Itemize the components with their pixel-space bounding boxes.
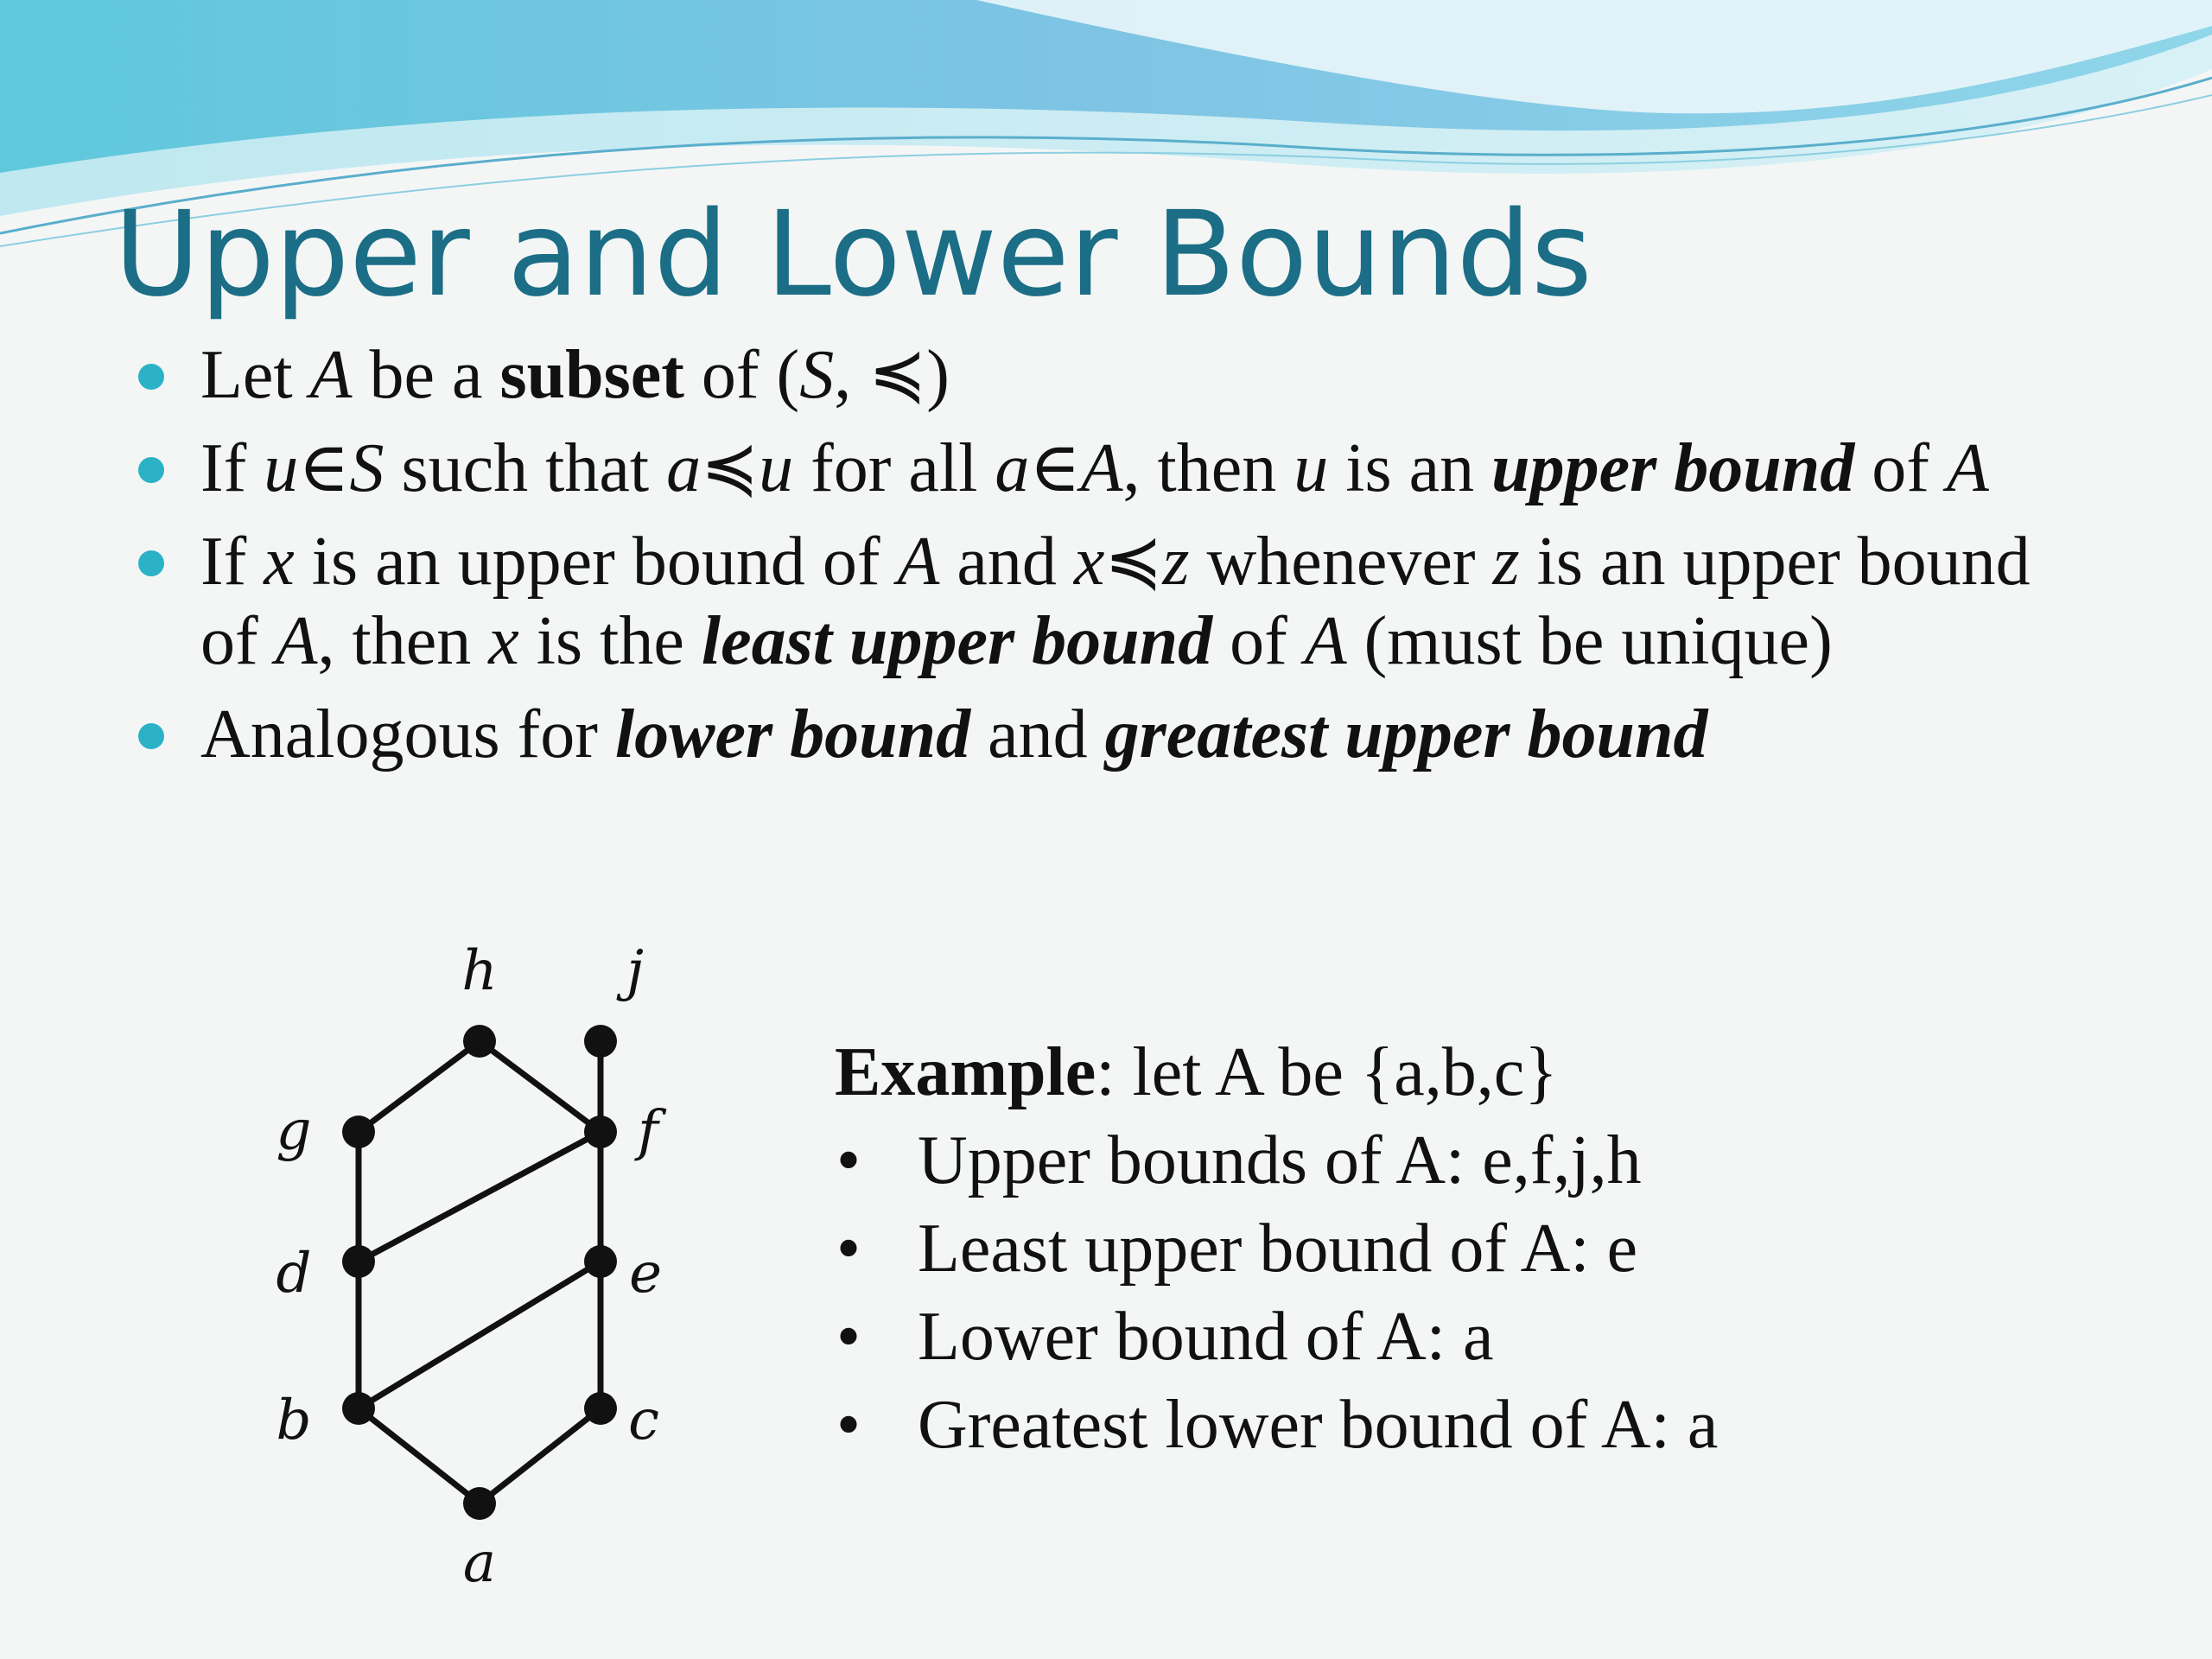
bullet-dot-icon [138,457,164,483]
text: and [939,524,1074,600]
text: of ( [683,337,800,413]
math-symbol: ∈ [298,430,350,506]
edge-f-h [480,1041,601,1132]
list-item [138,429,2065,508]
text: , then [317,603,489,679]
edge-d-f [359,1132,601,1262]
math-symbol: ≼ [701,430,760,506]
edge-a-b [359,1408,480,1503]
page-title: Upper and Lower Bounds [114,187,1592,323]
math-var: a [995,430,1030,506]
example-heading [835,1028,2131,1116]
example-item: Upper bounds of A: e,f,j,h [918,1122,1642,1198]
math-var: x [488,603,519,679]
term-greatest-upper-bound: greatest upper bound [1104,696,1708,772]
bullet-icon: • [836,1299,861,1375]
node-j [584,1025,617,1058]
math-var: A [309,337,353,413]
node-label-j: j [626,942,644,1003]
text: such that [384,430,667,506]
node-label-a: a [462,1531,497,1595]
math-var: u [264,430,299,506]
bullet-icon: • [836,1211,861,1287]
text: If [200,524,264,600]
example-label: Example [835,1034,1096,1110]
bullet-icon: • [836,1122,861,1198]
math-var: u [759,430,794,506]
text: Analogous for [200,696,615,772]
text: of [1854,430,1947,506]
math-var: A [275,603,318,679]
example-box [835,1028,2131,1469]
node-a [463,1487,496,1520]
list-item [835,1381,2131,1469]
math-var: a [666,430,702,506]
bullet-icon: • [836,1387,861,1463]
list-item [138,695,2065,774]
list-item [138,522,2065,681]
edge-a-c [480,1408,601,1503]
math-var: S [799,337,835,413]
definition-list [138,335,2065,788]
example-item: Least upper bound of A: e [918,1211,1638,1287]
text: be a [352,337,500,413]
list-item [835,1116,2131,1205]
term-upper-bound: upper bound [1491,430,1855,506]
bullet-dot-icon [138,364,164,390]
text: whenever [1189,524,1493,600]
node-label-g: g [276,1099,312,1163]
text: (must be unique) [1346,603,1833,679]
text: , then [1122,430,1294,506]
node-label-e: e [629,1242,662,1306]
node-e [584,1245,617,1278]
text: , ≼) [834,337,950,413]
text: is an upper bound of [200,524,2031,679]
term-subset: subset [499,337,684,413]
bullet-dot-icon [138,550,164,576]
math-var: z [1492,524,1520,600]
math-var: x [264,524,295,600]
math-var: z [1162,524,1190,600]
node-b [342,1392,375,1425]
math-var: A [897,524,940,600]
math-var: A [1946,430,1989,506]
node-label-f: f [638,1099,658,1163]
list-item [835,1293,2131,1381]
node-d [342,1245,375,1278]
edge-g-h [359,1041,480,1132]
list-item [138,335,2065,415]
text: and [970,696,1105,772]
list-item [835,1205,2131,1293]
node-label-c: c [628,1389,659,1452]
node-label-h: h [461,942,498,1003]
example-set: : let A be {a,b,c} [1096,1034,1558,1110]
term-lower-bound: lower bound [614,696,971,772]
node-g [342,1116,375,1148]
term-least-upper-bound: least upper bound [701,603,1213,679]
example-item: Greatest lower bound of A: a [918,1387,1719,1463]
node-h [463,1025,496,1058]
node-c [584,1392,617,1425]
example-list [835,1116,2131,1469]
math-var: S [349,430,385,506]
node-label-b: b [276,1389,312,1452]
hasse-diagram [251,942,734,1616]
math-var: u [1294,430,1329,506]
text: If [200,430,264,506]
example-item: Lower bound of A: a [918,1299,1494,1375]
bullet-dot-icon [138,723,164,749]
math-var: A [1304,603,1347,679]
text: is an [1328,430,1492,506]
text: Let [200,337,310,413]
math-var: x [1073,524,1105,600]
node-f [584,1116,617,1148]
math-symbol: ∈ [1029,430,1081,506]
math-symbol: ≼ [1104,524,1163,600]
edge-b-e [359,1262,601,1408]
node-label-d: d [276,1242,312,1306]
text: of [1212,603,1305,679]
text: is the [518,603,702,679]
math-var: A [1080,430,1123,506]
text: for all [793,430,995,506]
text: is an upper bound of [294,524,898,600]
